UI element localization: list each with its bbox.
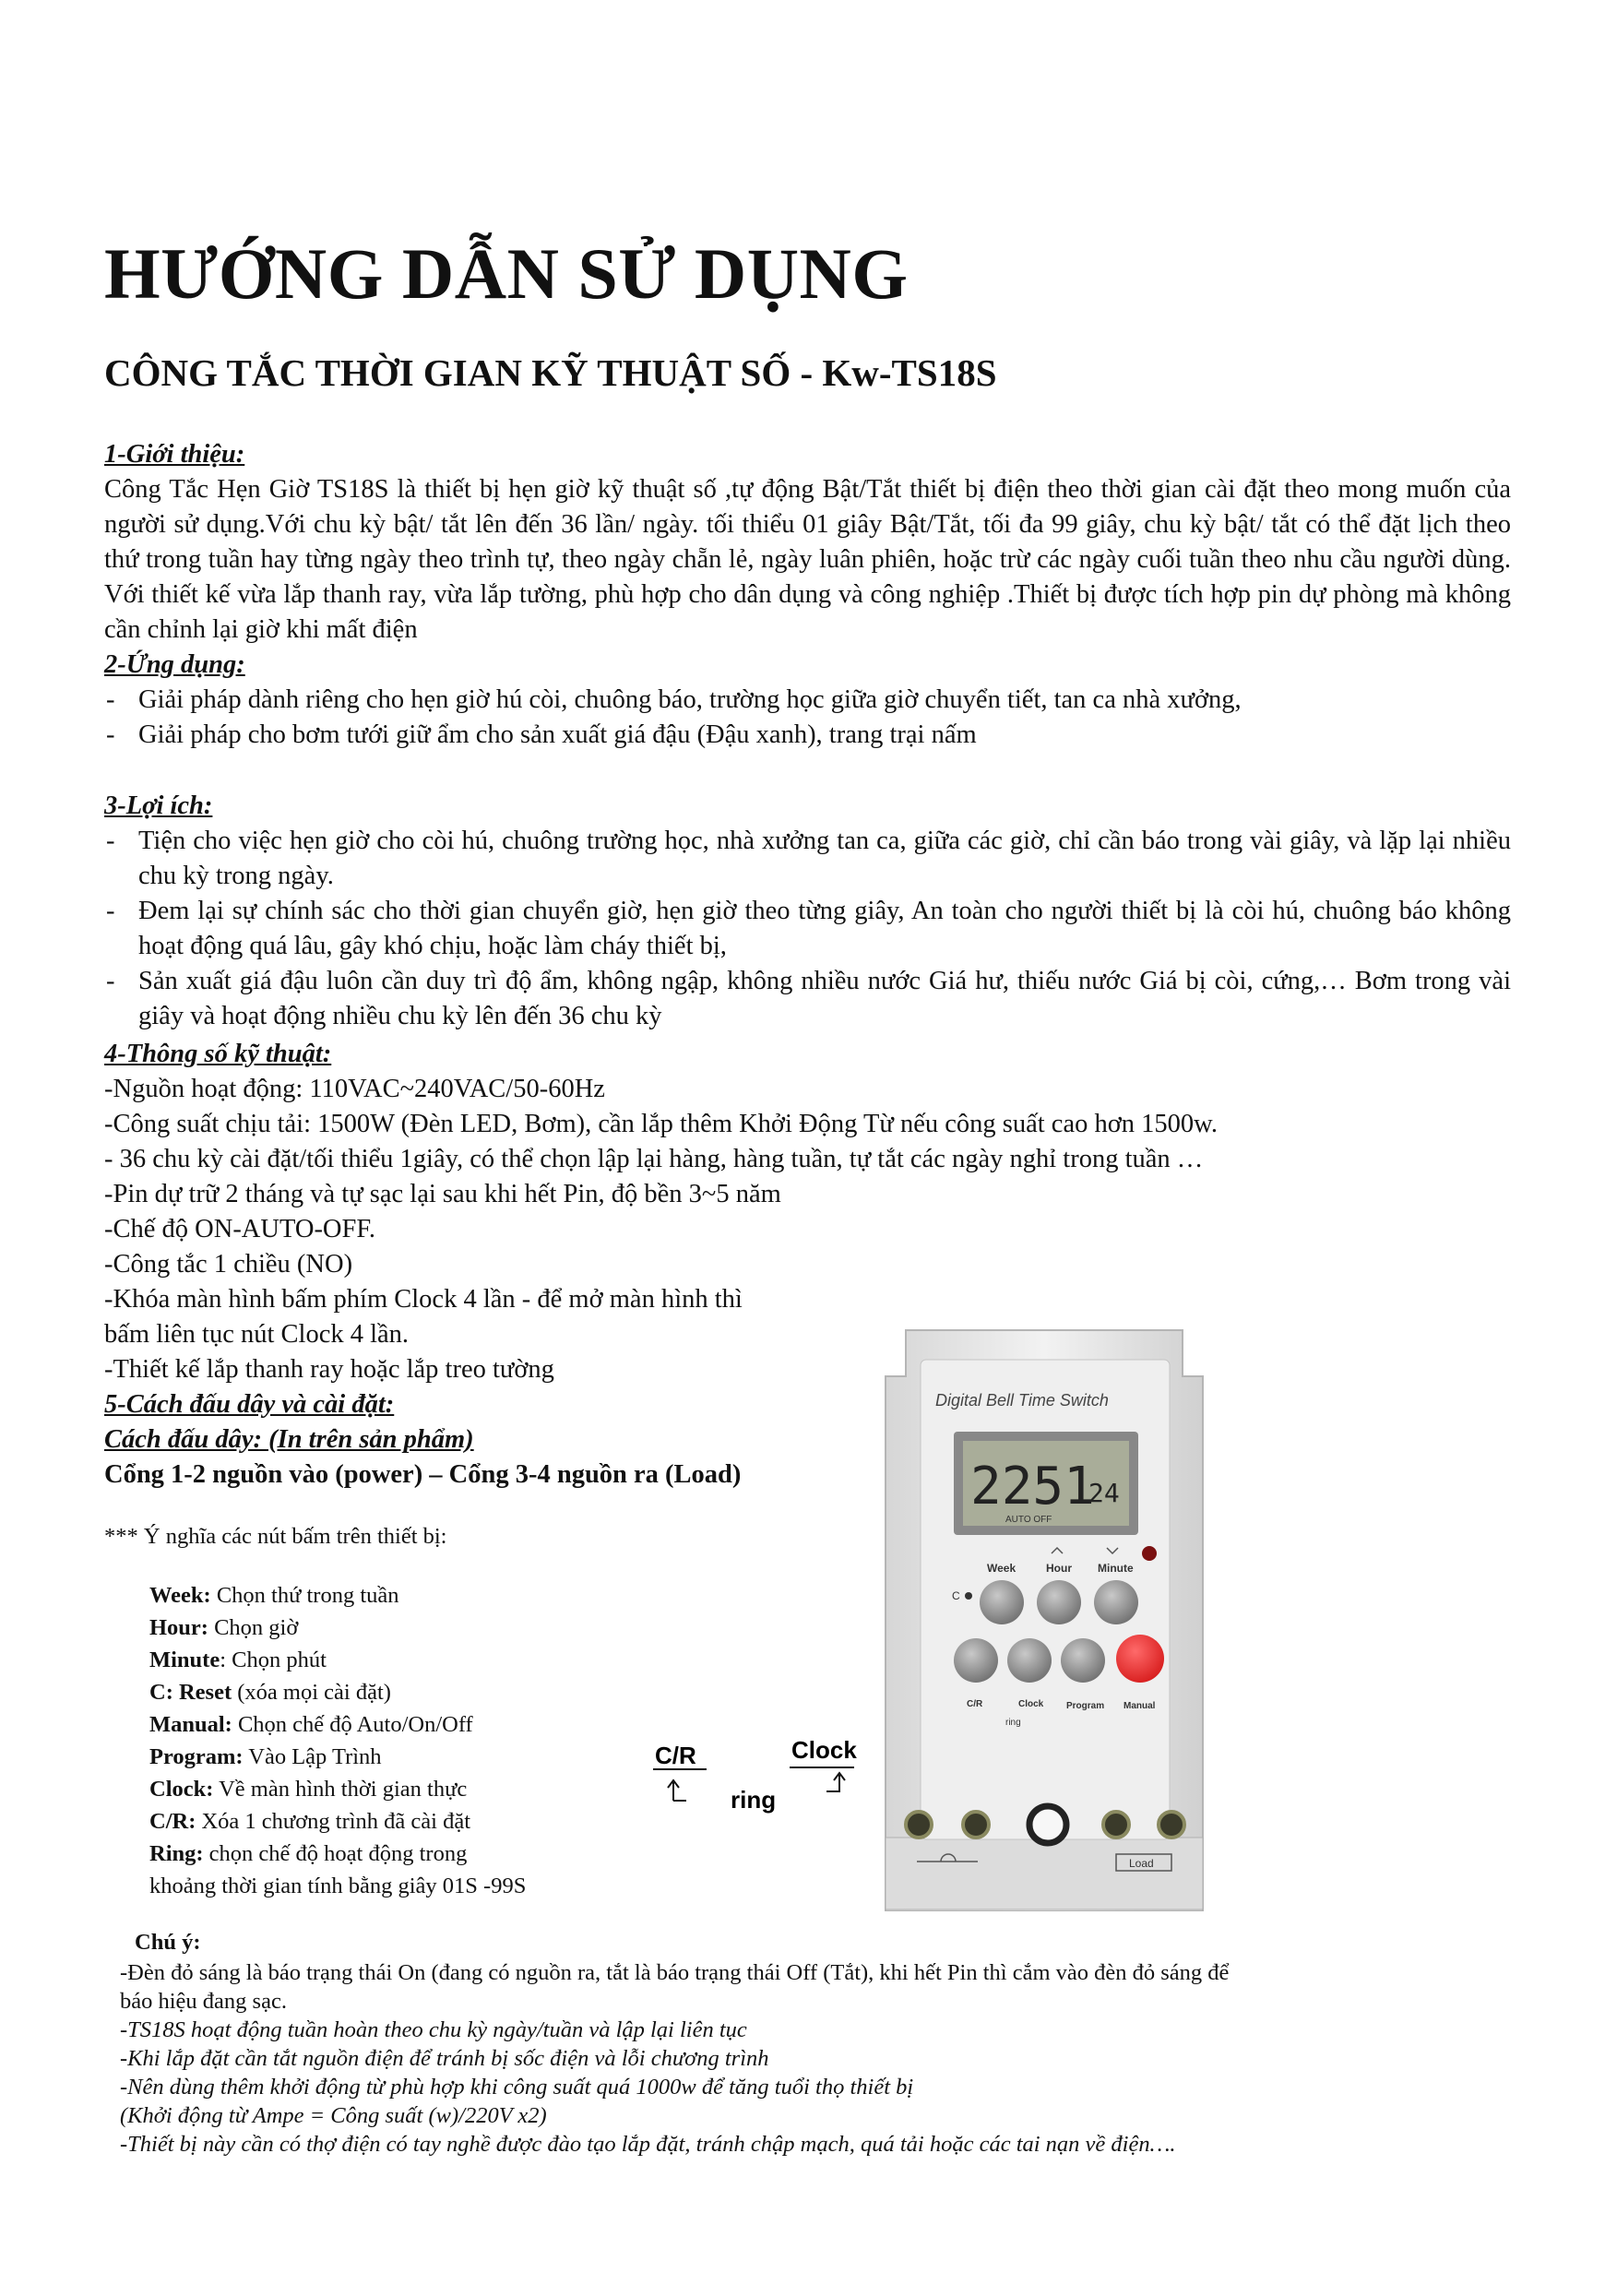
diagram-ring-label: ring (731, 1786, 777, 1814)
wiring-ports: Cổng 1-2 nguồn vào (power) – Cổng 3-4 nguồn ra (Load) (104, 1460, 742, 1489)
arrow-up-icon (826, 1773, 845, 1791)
legend-row: Ring: chọn chế độ hoạt động trong (149, 1841, 468, 1866)
buttons-intro: *** Ý nghĩa các nút bấm trên thiết bị: (104, 1524, 447, 1549)
note-line: -Đèn đỏ sáng là báo trạng thái On (đang có nguồn ra, tắt là báo trạng thái Off (Tắt), khi hết Pin thì cắm vào đèn đỏ sáng để (120, 1960, 1230, 1985)
week-button[interactable] (980, 1580, 1024, 1624)
cr-clock-ring-diagram (646, 1734, 867, 1836)
spec-line: -Khóa màn hình bấm phím Clock 4 lần - để mở màn hình thì (104, 1285, 743, 1314)
buttons-intro-block (104, 1520, 750, 1552)
c-label: C (952, 1589, 960, 1602)
section-heading: 1-Giới thiệu: (104, 440, 245, 469)
section-intro (104, 437, 1511, 648)
legend-row: Program: Vào Lập Trình (149, 1744, 382, 1769)
program-label: Program (1066, 1701, 1105, 1711)
application-list (104, 683, 1511, 753)
hour-label: Hour (1046, 1562, 1072, 1575)
device-display-mode: AUTO OFF (1005, 1515, 1052, 1525)
notes-section (120, 1928, 1504, 2159)
legend-row: C: Reset (xóa mọi cài đặt) (149, 1680, 391, 1705)
list-item: - Đem lại sự chính sác cho thời gian chuyển giờ, hẹn giờ theo từng giây, An toàn cho người thiết bị là còi hú, chuông báo không hoạt động quá lâu, gây khó chịu, hoặc làm cháy thiết bị, (104, 894, 1511, 964)
list-item: - Giải pháp cho bơm tưới giữ ẩm cho sản xuất giá đậu (Đậu xanh), trang trại nấm (104, 718, 1511, 753)
cr-button[interactable] (954, 1638, 998, 1683)
section-heading: 2-Ứng dụng: (104, 650, 245, 679)
ring-label: ring (1005, 1718, 1021, 1728)
note-line: -Khi lắp đặt cần tắt nguồn điện để tránh bị sốc điện và lỗi chương trình (120, 2046, 769, 2071)
power-knob (1029, 1806, 1066, 1843)
cr-label: C/R (967, 1699, 983, 1709)
legend-row: Week: Chọn thứ trong tuần (149, 1583, 399, 1608)
status-led (1142, 1546, 1157, 1561)
section-benefits (104, 789, 1511, 1034)
terminal-2 (963, 1812, 989, 1838)
week-label: Week (987, 1562, 1016, 1575)
diagram-cr-label: C/R (655, 1742, 696, 1769)
device-brand-label: Digital Bell Time Switch (935, 1391, 1109, 1410)
note-line: -Nên dùng thêm khởi động từ phù hợp khi công suất quá 1000w để tăng tuổi thọ thiết bị (120, 2075, 914, 2100)
legend-row: Manual: Chọn chế độ Auto/On/Off (149, 1712, 473, 1737)
reset-hole (965, 1592, 972, 1600)
section-heading: 5-Cách đấu dây và cài đặt: (104, 1390, 395, 1419)
diagram-clock-label: Clock (791, 1736, 857, 1764)
manual-label: Manual (1124, 1701, 1156, 1711)
note-line: -TS18S hoạt động tuần hoàn theo chu kỳ ngày/tuần và lập lại liên tục (120, 2017, 747, 2042)
clock-button[interactable] (1007, 1638, 1052, 1683)
note-line: báo hiệu đang sạc. (120, 1989, 287, 2014)
terminal-4 (1159, 1812, 1184, 1838)
note-line: (Khởi động từ Ampe = Công suất (w)/220V x2) (120, 2103, 547, 2128)
section-specs (104, 1037, 1511, 1493)
terminal-3 (1103, 1812, 1129, 1838)
notes-heading: Chú ý: (135, 1930, 201, 1955)
spec-line: - 36 chu kỳ cài đặt/tối thiểu 1giây, có thể chọn lập lại hàng, hàng tuần, tự tắt các ngày nghỉ trong tuần … (104, 1145, 1204, 1173)
load-label: Load (1129, 1857, 1154, 1870)
section-application (104, 648, 1511, 753)
minute-label: Minute (1098, 1562, 1134, 1575)
list-item: - Tiện cho việc hẹn giờ cho còi hú, chuông trường học, nhà xưởng tan ca, giữa các giờ, chỉ cần báo trong vài giây, và lặp lại nhiều chu kỳ trong ngày. (104, 824, 1511, 894)
legend-row: Hour: Chọn giờ (149, 1615, 299, 1640)
note-line: -Thiết bị này cần có thợ điện có tay nghề được đào tạo lắp đặt, tránh chập mạch, quá tải hoặc các tai nạn về điện…. (120, 2132, 1176, 2157)
section-heading: 4-Thông số kỹ thuật: (104, 1040, 332, 1068)
hour-button[interactable] (1037, 1580, 1081, 1624)
spec-line: -Pin dự trữ 2 tháng và tự sạc lại sau khi hết Pin, độ bền 3~5 năm (104, 1180, 781, 1208)
program-button[interactable] (1061, 1638, 1105, 1683)
legend-row: Clock: Về màn hình thời gian thực (149, 1777, 468, 1802)
intro-text: Công Tắc Hẹn Giờ TS18S là thiết bị hẹn giờ kỹ thuật số ,tự động Bật/Tắt thiết bị điện theo thời gian cài đặt theo mong muốn của người sử dụng.Với chu kỳ bật/ tắt lên đến 36 lần/ ngày. tối thiểu 01 giây Bật/Tắt, tối đa 99 giây, chu kỳ bật/ tắt có thể đặt lịch theo thứ trong tuần hay từng ngày theo trình tự, theo ngày chẵn lẻ, ngày luân phiên, hoặc trừ các ngày cuối tuần theo nhu cầu người dùng. Với thiết kế vừa lắp thanh ray, vừa lắp tường, phù hợp cho dân dụng và công nghiệp .Thiết bị được tích hợp pin dự phòng mà không cần chỉnh lại giờ khi mất điện (104, 475, 1511, 644)
timer-device-image (874, 1321, 1214, 1911)
minute-button[interactable] (1094, 1580, 1138, 1624)
spec-line: -Thiết kế lắp thanh ray hoặc lắp treo tường (104, 1355, 554, 1384)
spec-line: bấm liên tục nút Clock 4 lần. (104, 1320, 410, 1349)
spec-line: -Nguồn hoạt động: 110VAC~240VAC/50-60Hz (104, 1075, 605, 1103)
arrow-up-icon (668, 1780, 686, 1801)
spec-line: -Chế độ ON-AUTO-OFF. (104, 1215, 376, 1243)
spec-line: -Công suất chịu tải: 1500W (Đèn LED, Bơm), cần lắp thêm Khởi Động Từ nếu công suất cao hơn 1500w. (104, 1110, 1219, 1138)
device-display-seconds: 24 (1088, 1478, 1120, 1508)
list-item: - Sản xuất giá đậu luôn cần duy trì độ ẩm, không ngập, không nhiều nước Giá hư, thiếu nước Giá bị còi, cứng,… Bơm trong vài giây và hoạt động nhiều chu kỳ lên đến 36 chu kỳ (104, 964, 1511, 1034)
page-subtitle: CÔNG TẮC THỜI GIAN KỸ THUẬT SỐ - Kw-TS18S (104, 351, 997, 394)
manual-button[interactable] (1116, 1635, 1164, 1683)
device-display-time: 2251 (970, 1457, 1095, 1517)
wiring-subheading: Cách đấu dây: (In trên sản phẩm) (104, 1425, 474, 1454)
buttons-legend (149, 1579, 666, 1902)
legend-row: C/R: Xóa 1 chương trình đã cài đặt (149, 1809, 471, 1834)
legend-row: Minute: Chọn phút (149, 1648, 327, 1672)
section-heading: 3-Lợi ích: (104, 791, 213, 820)
legend-row: khoảng thời gian tính bằng giây 01S -99S (149, 1874, 527, 1898)
list-item: - Giải pháp dành riêng cho hẹn giờ hú còi, chuông báo, trường học giữa giờ chuyển tiết, tan ca nhà xưởng, (104, 683, 1511, 718)
page-title: HƯỚNG DẪN SỬ DỤNG (104, 233, 909, 314)
terminal-1 (906, 1812, 932, 1838)
benefits-list (104, 824, 1511, 1034)
spec-line: -Công tắc 1 chiều (NO) (104, 1250, 353, 1279)
clock-label: Clock (1018, 1699, 1044, 1709)
